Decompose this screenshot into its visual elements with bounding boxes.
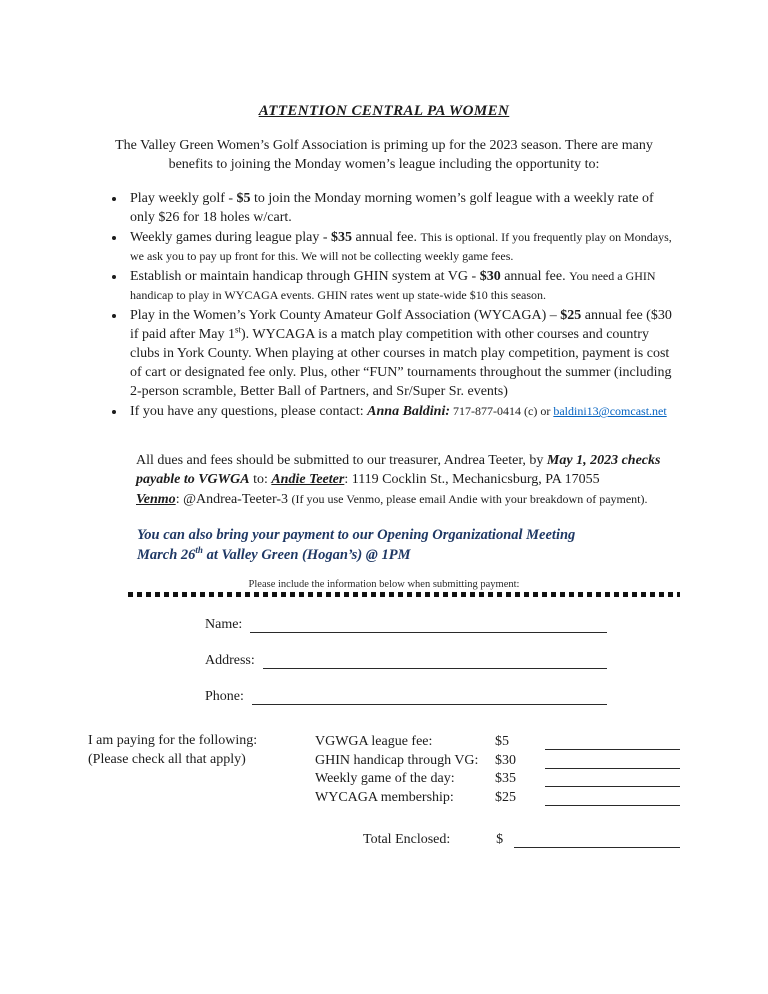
dues-text: to: bbox=[249, 472, 272, 488]
total-currency: $ bbox=[496, 831, 504, 847]
meeting-notice-line1: You can also bring your payment to our Opening Organizational Meeting bbox=[137, 527, 576, 544]
venmo-handle: : @Andrea-Teeter-3 bbox=[175, 491, 292, 507]
fee-row bbox=[315, 732, 680, 751]
ordinal-superscript: th bbox=[195, 545, 203, 556]
dues-checks-payable: checks payable to VGWGA bbox=[136, 453, 661, 488]
fee-label: WYCAGA membership: bbox=[315, 789, 454, 805]
bullet-note: You need a GHIN handicap to play in WYCAGA events. GHIN rates went up state-wide $10 this season. bbox=[130, 268, 656, 302]
fee-price: $30 bbox=[495, 752, 516, 768]
bullet-price: $5 bbox=[236, 190, 251, 206]
paying-intro bbox=[88, 732, 315, 806]
bullet-price: $30 bbox=[479, 268, 501, 284]
bullet-text: ). WYCAGA is a match play competition with other courses and country clubs in York County. When playing at other courses in match play competition, payment is cost of cart or designated fee only. Plus, other “FUN” tournaments throughout the summer (including 2-person scramble, Better Ball of Partners, and Sr/Super Sr. events) bbox=[130, 327, 672, 400]
bullet-text: Play in the Women’s York County Amateur Golf Association (WYCAGA) – bbox=[130, 307, 561, 323]
bullet-text: annual fee. bbox=[352, 229, 421, 245]
fee-price: $35 bbox=[495, 771, 516, 787]
paying-intro-line1: I am paying for the following: bbox=[88, 732, 258, 748]
list-item bbox=[126, 189, 674, 227]
meeting-notice-line2 bbox=[137, 545, 657, 565]
email-link[interactable]: baldini13@comcast.net bbox=[553, 404, 667, 419]
name-blank-line bbox=[250, 615, 607, 633]
total-row bbox=[363, 828, 680, 848]
bullet-text: annual fee ($30 if paid after May 1 bbox=[130, 307, 672, 342]
contact-name: Anna Baldini: bbox=[367, 404, 451, 420]
phone-blank-line bbox=[252, 687, 607, 705]
bullet-text: to join the Monday morning women’s golf league with a weekly rate of only $26 for 18 holes w/cart. bbox=[130, 190, 654, 225]
dues-deadline: May 1, 2023 bbox=[546, 453, 619, 469]
phone-label: Phone: bbox=[205, 688, 244, 704]
list-item bbox=[126, 402, 674, 421]
fee-price: $5 bbox=[495, 734, 509, 750]
bullet-text: Weekly games during league play - bbox=[130, 229, 332, 245]
dues-address: : 1119 Cocklin St., Mechanicsburg, PA 17055 bbox=[344, 472, 600, 488]
bullet-text: annual fee. bbox=[500, 268, 570, 284]
address-label: Address: bbox=[205, 652, 255, 668]
fee-label: Weekly game of the day: bbox=[315, 771, 455, 787]
list-item bbox=[126, 267, 674, 305]
fee-row bbox=[315, 787, 680, 806]
fee-price: $25 bbox=[495, 789, 516, 805]
fee-blank-line bbox=[545, 771, 680, 787]
meeting-place: at Valley Green (Hogan’s) @ 1PM bbox=[202, 547, 411, 564]
fee-blank-line bbox=[545, 790, 680, 806]
total-label: Total Enclosed: bbox=[363, 831, 451, 847]
bullet-text: If you have any questions, please contact: bbox=[130, 404, 368, 420]
fee-blank-line bbox=[545, 753, 680, 769]
list-item bbox=[126, 228, 674, 266]
bullet-text: Establish or maintain handicap through GHIN system at VG - bbox=[130, 268, 480, 284]
address-field-row bbox=[205, 649, 607, 669]
bullet-price: $25 bbox=[560, 307, 582, 323]
list-item bbox=[126, 306, 674, 401]
bullet-text: Play weekly golf - bbox=[130, 190, 237, 206]
dues-text: All dues and fees should be submitted to our treasurer, Andrea Teeter, by bbox=[136, 453, 547, 469]
intro-paragraph: The Valley Green Women’s Golf Association is priming up for the 2023 season. There are many benefits to joining the Monday women’s league including the opportunity to: bbox=[115, 138, 653, 172]
dues-paragraph bbox=[136, 451, 676, 509]
venmo-line bbox=[136, 490, 676, 509]
fee-label: VGWGA league fee: bbox=[315, 734, 433, 750]
bullet-note: This is optional. If you frequently play on Mondays, we ask you to pay up front for this. We will not be collecting weekly game fees. bbox=[130, 229, 672, 263]
total-blank-line bbox=[514, 830, 680, 848]
page-title bbox=[88, 103, 680, 120]
payment-divider-note: Please include the information below when submitting payment: bbox=[248, 578, 520, 590]
ordinal-superscript: st bbox=[234, 324, 241, 335]
treasurer-name: Andie Teeter bbox=[271, 472, 345, 488]
fee-blank-line bbox=[545, 734, 680, 750]
fee-label: GHIN handicap through VG: bbox=[315, 752, 479, 768]
venmo-note: (If you use Venmo, please email Andie with your breakdown of payment). bbox=[291, 491, 648, 506]
name-label: Name: bbox=[205, 616, 243, 632]
payment-section bbox=[88, 732, 680, 806]
dotted-divider bbox=[128, 592, 680, 597]
bullet-price: $35 bbox=[331, 229, 353, 245]
meeting-date: March 26 bbox=[137, 547, 196, 564]
fee-table bbox=[315, 732, 680, 806]
phone-field-row bbox=[205, 685, 607, 705]
address-blank-line bbox=[263, 651, 607, 669]
venmo-label: Venmo bbox=[136, 491, 176, 507]
benefits-list bbox=[104, 189, 674, 421]
page-title-text: ATTENTION CENTRAL PA WOMEN bbox=[258, 103, 510, 119]
meeting-notice bbox=[137, 525, 657, 566]
name-field-row bbox=[205, 613, 607, 633]
fee-row bbox=[315, 750, 680, 769]
contact-phone: 717-877-0414 (c) or bbox=[450, 404, 554, 419]
paying-intro-line2: (Please check all that apply) bbox=[88, 751, 246, 767]
fee-row bbox=[315, 769, 680, 788]
